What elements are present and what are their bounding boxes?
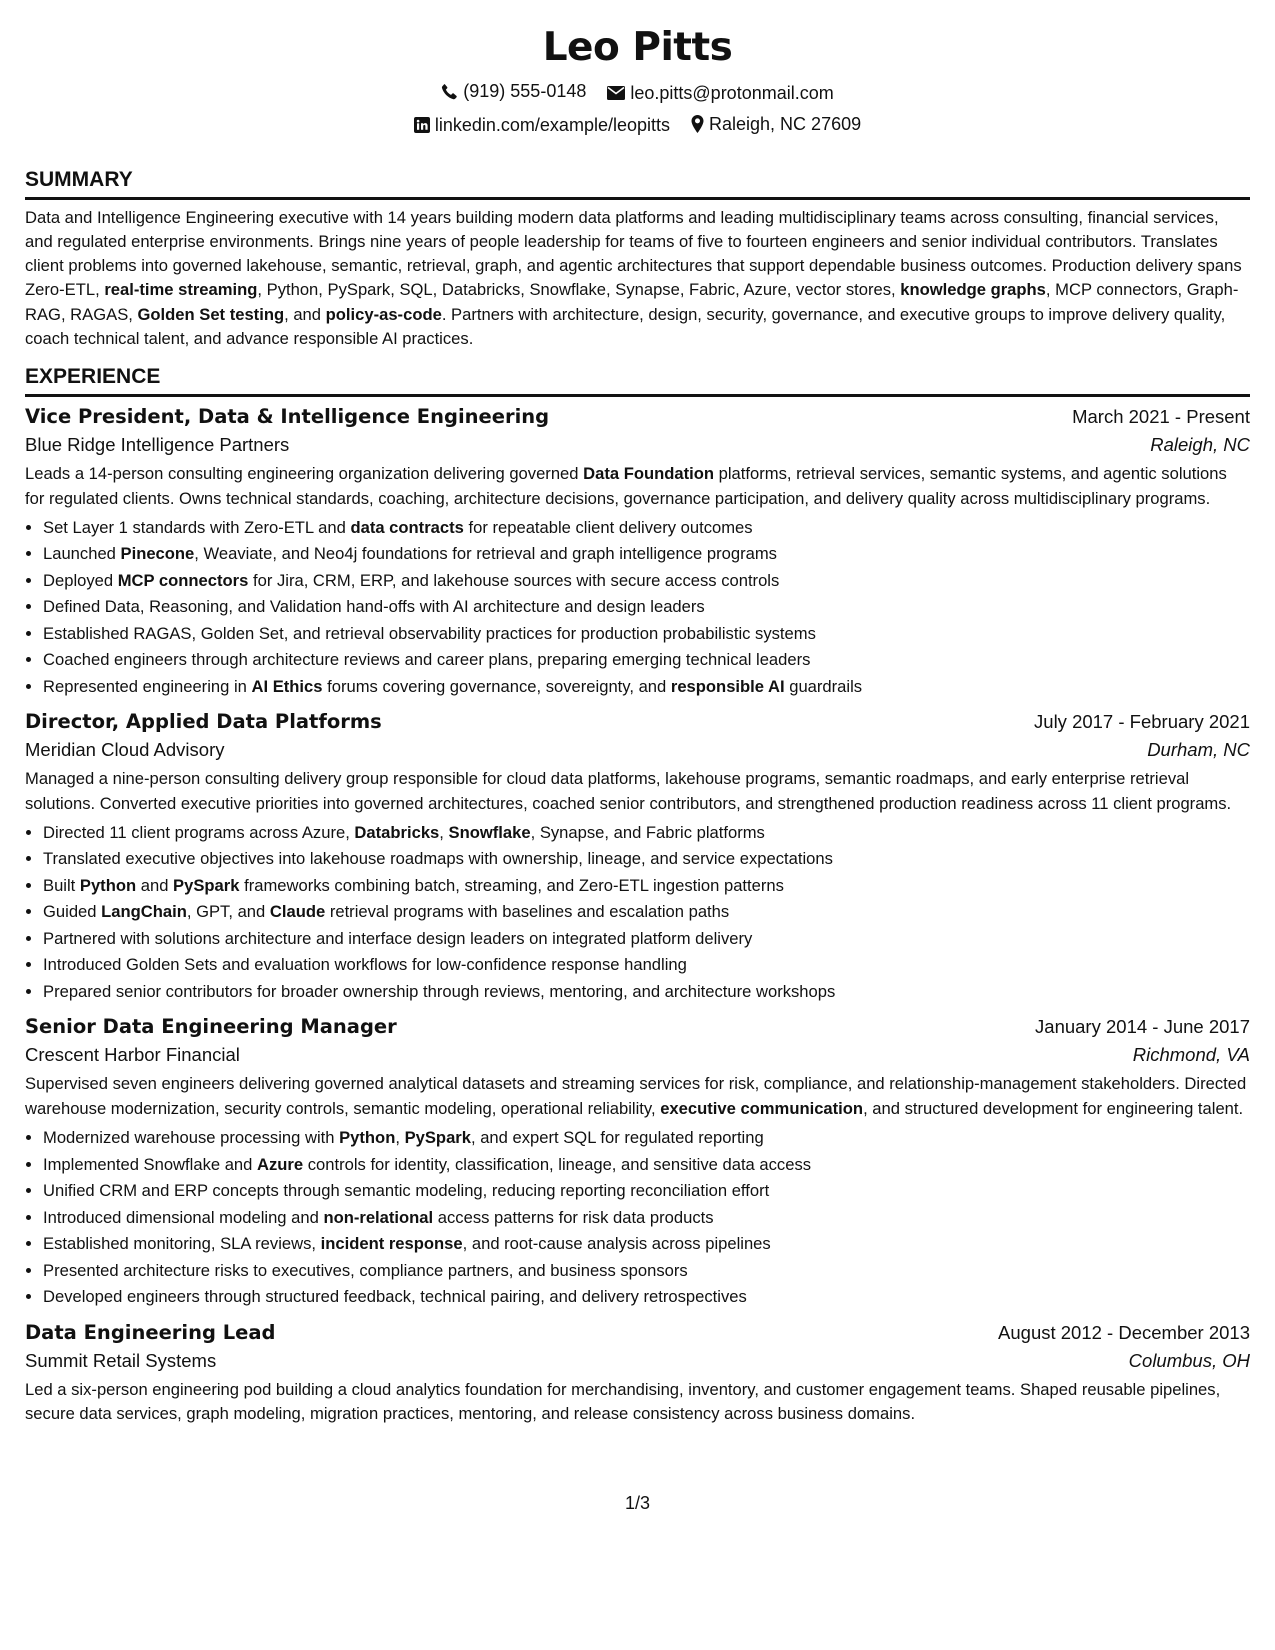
job-description [25, 1072, 1250, 1121]
job-description [25, 767, 1250, 816]
achievement-item [43, 899, 1250, 926]
job-title: Director, Applied Data Platforms [25, 710, 382, 734]
bold-text: Snowflake [448, 822, 531, 842]
job-location: Durham, NC [1147, 739, 1250, 761]
experience-section [25, 365, 1250, 1426]
text-run: Prepared senior contributors for broader ownership through reviews, mentoring, and architecture workshops [43, 981, 836, 1001]
text-run: Set Layer 1 standards with Zero-ETL and [43, 517, 351, 537]
achievement-item [43, 846, 1250, 873]
text-run: Managed a nine-person consulting delivery group responsible for cloud data platforms, lakehouse programs, semantic roadmaps, and early enterprise retrieval solutions. Converted executive priorities into governed architectures, coached senior contributors, and strengthened production readiness across 11 client programs. [25, 769, 1232, 813]
achievement-item [43, 568, 1250, 595]
achievement-item [43, 594, 1250, 621]
text-run: frameworks combining batch, streaming, and Zero-ETL ingestion patterns [239, 875, 784, 895]
text-run: for Jira, CRM, ERP, and lakehouse sources with secure access controls [248, 570, 780, 590]
job-subheader [25, 1350, 1250, 1372]
bold-text: Databricks [354, 822, 440, 842]
bold-text: executive communication [660, 1098, 864, 1118]
job-header [25, 405, 1250, 428]
achievement-item [43, 1125, 1250, 1152]
job-subheader [25, 434, 1250, 456]
text-run: platforms, retrieval services, semantic systems, and agentic solutions for regulated clients. Owns technical standards, coaching, architecture decisions, governance participation, and delivery quality across multidisciplinary programs. [25, 464, 1227, 508]
bold-text: non-relational [323, 1207, 434, 1227]
phone-number: (919) 555-0148 [463, 81, 587, 101]
phone-icon [441, 83, 458, 100]
text-run: , MCP connectors, Graph-RAG, RAGAS, [25, 280, 1239, 324]
achievement-list [25, 515, 1250, 701]
text-run: , and structured development for engineering talent. [863, 1098, 1244, 1118]
resume-page [25, 20, 1250, 1430]
job-subheader [25, 1044, 1250, 1066]
text-run: Deployed [43, 570, 118, 590]
text-run: , Python, PySpark, SQL, Databricks, Snowflake, Synapse, Fabric, Azure, vector stores, [257, 280, 901, 300]
achievement-list [25, 1125, 1250, 1311]
achievement-item [43, 1258, 1250, 1285]
text-run: forums covering governance, sovereignty, and [322, 676, 671, 696]
company-name: Meridian Cloud Advisory [25, 739, 225, 761]
text-run: retrieval programs with baselines and escalation paths [325, 902, 730, 922]
job-dates: January 2014 - June 2017 [1035, 1016, 1250, 1038]
company-name: Summit Retail Systems [25, 1349, 217, 1371]
achievement-item [43, 541, 1250, 568]
linkedin-icon [414, 117, 430, 133]
email-contact[interactable] [607, 78, 833, 108]
text-run: , GPT, and [186, 902, 270, 922]
job-description [25, 462, 1250, 511]
summary-text [25, 206, 1250, 352]
location-contact [691, 109, 861, 139]
achievement-item [43, 979, 1250, 1006]
job-location: Richmond, VA [1132, 1044, 1250, 1066]
text-run: Guided [43, 902, 102, 922]
text-run: , Synapse, and Fabric platforms [530, 822, 765, 842]
linkedin-url[interactable]: linkedin.com/example/leopitts [434, 114, 670, 135]
achievement-item [43, 1205, 1250, 1232]
summary-section [25, 168, 1250, 352]
job-location: Columbus, OH [1128, 1349, 1250, 1371]
bold-text: PySpark [173, 875, 240, 895]
text-run: Leads a 14-person consulting engineering organization delivering governed [25, 464, 584, 484]
bold-text: Data Foundation [583, 464, 715, 484]
bold-text: LangChain [101, 902, 187, 922]
bold-text: PySpark [404, 1128, 471, 1148]
home-location: Raleigh, NC 27609 [709, 113, 862, 134]
job-title: Data Engineering Lead [25, 1320, 276, 1344]
text-run: , and root-cause analysis across pipelines [462, 1234, 771, 1254]
bold-text: Golden Set testing [137, 304, 285, 324]
text-run: , Weaviate, and Neo4j foundations for retrieval and graph intelligence programs [194, 544, 777, 564]
summary-heading: SUMMARY [25, 168, 1250, 200]
job-header [25, 1015, 1250, 1038]
achievement-item [43, 515, 1250, 542]
job-header [25, 1321, 1250, 1344]
bold-text: MCP connectors [117, 570, 249, 590]
text-run: Unified CRM and ERP concepts through semantic modeling, reducing reporting reconciliation effort [43, 1181, 770, 1201]
job-title: Senior Data Engineering Manager [25, 1015, 397, 1039]
bold-text: AI Ethics [251, 676, 323, 696]
job-location: Raleigh, NC [1150, 434, 1250, 456]
text-run: Partnered with solutions architecture and interface design leaders on integrated platform delivery [43, 928, 753, 948]
text-run: , and [284, 304, 326, 324]
page-number: 1/3 [624, 1493, 651, 1513]
job-dates: August 2012 - December 2013 [998, 1321, 1250, 1343]
text-run: . Partners with architecture, design, security, governance, and executive groups to improve delivery quality, coach technical talent, and advance responsible AI practices. [25, 304, 1226, 348]
bold-text: Python [339, 1128, 396, 1148]
text-run: Launched [43, 544, 121, 564]
job-entry [25, 710, 1250, 1005]
text-run: Introduced dimensional modeling and [43, 1207, 324, 1227]
bold-text: Claude [269, 902, 326, 922]
text-run: controls for identity, classification, lineage, and sensitive data access [303, 1154, 812, 1174]
phone-contact [441, 76, 586, 106]
achievement-item [43, 1152, 1250, 1179]
job-entry [25, 1015, 1250, 1310]
achievement-item [43, 820, 1250, 847]
text-run: Coached engineers through architecture reviews and career plans, preparing emerging technical leaders [43, 650, 811, 670]
email-address[interactable]: leo.pitts@protonmail.com [630, 82, 834, 103]
job-dates: July 2017 - February 2021 [1034, 711, 1250, 733]
bold-text: Python [79, 875, 137, 895]
text-run: Presented architecture risks to executives, compliance partners, and business sponsors [43, 1260, 688, 1280]
achievement-item [43, 926, 1250, 953]
contact-row-1 [25, 76, 1250, 109]
achievement-item [43, 1284, 1250, 1311]
text-run: guardrails [784, 676, 863, 696]
achievement-item [43, 621, 1250, 648]
achievement-item [43, 1178, 1250, 1205]
text-run: Introduced Golden Sets and evaluation workflows for low-confidence response handling [43, 955, 687, 975]
job-entry [25, 405, 1250, 700]
text-run: Directed 11 client programs across Azure, [43, 822, 355, 842]
bold-text: data contracts [350, 517, 464, 537]
job-subheader [25, 739, 1250, 761]
achievement-item [43, 674, 1250, 701]
map-pin-icon [691, 115, 704, 133]
text-run: Implemented Snowflake and [43, 1154, 258, 1174]
job-list [25, 405, 1250, 1426]
text-run: Developed engineers through structured feedback, technical pairing, and delivery retrospectives [43, 1287, 747, 1307]
achievement-list [25, 820, 1250, 1006]
job-header [25, 710, 1250, 733]
text-run: for repeatable client delivery outcomes [463, 517, 753, 537]
achievement-item [43, 1231, 1250, 1258]
text-run: Supervised seven engineers delivering governed analytical datasets and streaming services for risk, compliance, and relationship-management stakeholders. Directed warehouse modernization, security controls, semantic modeling, operational reliability, [25, 1074, 1247, 1118]
text-run: Established monitoring, SLA reviews, [43, 1234, 321, 1254]
text-run: and [136, 875, 174, 895]
bold-text: Pinecone [120, 544, 195, 564]
text-run: Translated executive objectives into lakehouse roadmaps with ownership, lineage, and service expectations [43, 849, 833, 869]
job-title: Vice President, Data & Intelligence Engineering [25, 405, 550, 429]
job-dates: March 2021 - Present [1072, 406, 1250, 428]
candidate-name: Leo Pitts [542, 25, 733, 70]
company-name: Crescent Harbor Financial [25, 1044, 240, 1066]
bold-text: policy-as-code [325, 304, 442, 324]
bold-text: incident response [320, 1234, 463, 1254]
text-run: , [395, 1128, 405, 1148]
text-run: , [439, 822, 449, 842]
job-entry [25, 1321, 1250, 1427]
text-run: Established RAGAS, Golden Set, and retrieval observability practices for production probabilistic systems [43, 623, 816, 643]
linkedin-contact[interactable] [414, 110, 670, 140]
text-run: Led a six-person engineering pod building a cloud analytics foundation for merchandising, inventory, and customer engagement teams. Shaped reusable pipelines, secure data services, graph modeling, migration practices, mentoring, and release consistency across business domains. [25, 1379, 1221, 1423]
achievement-item [43, 647, 1250, 674]
envelope-icon [607, 86, 625, 100]
text-run: Represented engineering in [43, 676, 252, 696]
bold-text: responsible AI [670, 676, 785, 696]
text-run: , and expert SQL for regulated reporting [470, 1128, 764, 1148]
company-name: Blue Ridge Intelligence Partners [25, 434, 290, 456]
experience-heading: EXPERIENCE [25, 365, 1250, 397]
achievement-item [43, 952, 1250, 979]
achievement-item [43, 873, 1250, 900]
text-run: Defined Data, Reasoning, and Validation hand-offs with AI architecture and design leaders [43, 597, 705, 617]
bold-text: Azure [257, 1154, 304, 1174]
job-description [25, 1378, 1250, 1427]
contact-row-2 [25, 109, 1250, 142]
bold-text: knowledge graphs [900, 280, 1046, 300]
text-run: Built [43, 875, 80, 895]
text-run: Data and Intelligence Engineering executive with 14 years building modern data platforms and leading multidisciplinary teams across consulting, financial services, and regulated enterprise environments. Brings nine years of people leadership for teams of five to fourteen engineers and senior individual contributors. Translates client problems into governed lakehouse, semantic, retrieval, graph, and agentic architectures that support dependable business outcomes. Production delivery spans Zero-ETL, [25, 207, 1242, 300]
bold-text: real-time streaming [104, 280, 258, 300]
text-run: access patterns for risk data products [433, 1207, 714, 1227]
text-run: Modernized warehouse processing with [43, 1128, 340, 1148]
